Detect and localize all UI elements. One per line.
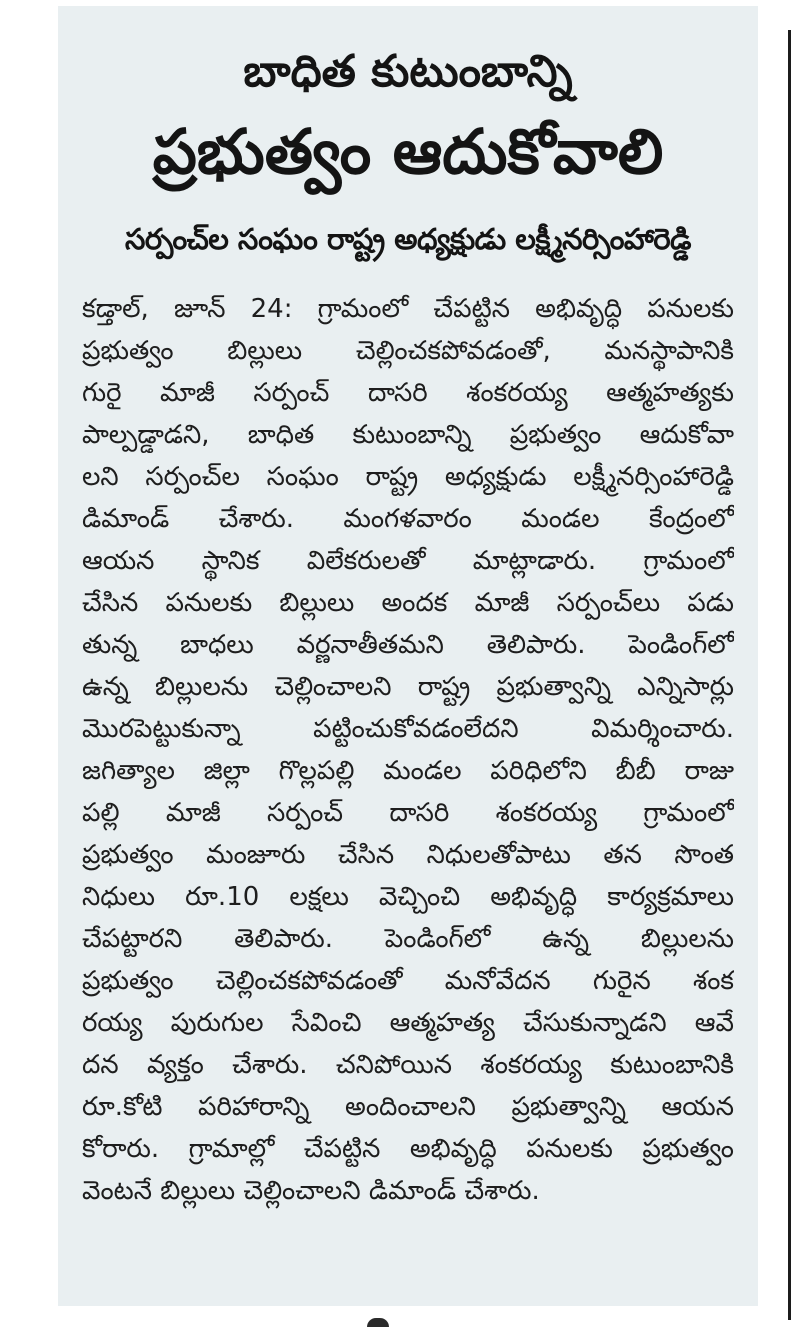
news-clipping <box>58 6 758 1306</box>
article-line: గురై మాజీ సర్పంచ్ దాసరి శంకరయ్య ఆత్మహత్యకు <box>82 378 734 408</box>
article-line: జగిత్యాల జిల్లా గొల్లపల్లి మండల పరిధిలోని బీబీ రాజు <box>82 756 734 786</box>
article-line: డిమాండ్ చేశారు. మంగళవారం మండల కేంద్రంలో <box>82 504 734 534</box>
article-line: తున్న బాధలు వర్ణనాతీతమని తెలిపారు. పెండింగ్‌లో <box>82 630 734 660</box>
article-line: చేపట్టారని తెలిపారు. పెండింగ్‌లో ఉన్న బిల్లులను <box>82 924 734 954</box>
article-line: ప్రభుత్వం మంజూరు చేసిన నిధులతోపాటు తన సొంత <box>82 840 734 870</box>
article-line: ప్రభుత్వం బిల్లులు చెల్లించకపోవడంతో, మనస్థాపానికి <box>82 336 734 366</box>
article-body <box>82 288 734 1212</box>
article-line: మొరపెట్టుకున్నా పట్టించుకోవడంలేదని విమర్శించారు. <box>82 714 734 744</box>
article-line: పల్లి మాజీ సర్పంచ్ దాసరి శంకరయ్య గ్రామంలో <box>82 798 734 828</box>
article-line: రయ్య పురుగుల సేవించి ఆత్మహత్య చేసుకున్నాడని ఆవే <box>82 1008 734 1038</box>
article-line: రూ.కోటి పరిహారాన్ని అందించాలని ప్రభుత్వాన్ని ఆయన <box>82 1092 734 1122</box>
article-line: పాల్పడ్డాడని, బాధిత కుటుంబాన్ని ప్రభుత్వం ఆదుకోవా <box>82 420 734 450</box>
article-line: లని సర్పంచ్‌ల సంఘం రాష్ట్ర అధ్యక్షుడు లక్ష్మీనర్సింహారెడ్డి <box>82 462 734 492</box>
article-line: వెంటనే బిల్లులు చెల్లించాలని డిమాండ్ చేశారు. <box>82 1176 540 1206</box>
headline-kicker: బాధిత కుటుంబాన్ని <box>243 46 573 97</box>
headline-subtitle: సర్పంచ్‌ల సంఘం రాష్ట్ర అధ్యక్షుడు లక్ష్మీనర్సింహారెడ్డి <box>124 222 692 256</box>
article-line: చేసిన పనులకు బిల్లులు అందక మాజీ సర్పంచ్‌లు పడు <box>82 588 734 618</box>
article-line: దన వ్యక్తం చేశారు. చనిపోయిన శంకరయ్య కుటుంబానికి <box>82 1050 734 1080</box>
page-edge-mark <box>367 1318 389 1327</box>
headline-title: ప్రభుత్వం ఆదుకోవాలి <box>152 115 664 188</box>
article-line: ప్రభుత్వం చెల్లించకపోవడంతో మనోవేదన గురైన శంక <box>82 966 734 996</box>
article-line: కడ్తాల్, జూన్ 24: గ్రామంలో చేపట్టిన అభివృద్ధి పనులకు <box>82 294 734 324</box>
column-divider <box>788 30 791 1320</box>
article-line: ఉన్న బిల్లులను చెల్లించాలని రాష్ట్ర ప్రభుత్వాన్ని ఎన్నిసార్లు <box>82 672 734 702</box>
article-line: ఆయన స్థానిక విలేకరులతో మాట్లాడారు. గ్రామంలో <box>82 546 734 576</box>
article-line: నిధులు రూ.10 లక్షలు వెచ్చించి అభివృద్ధి కార్యక్రమాలు <box>82 882 734 912</box>
article-line: కోరారు. గ్రామాల్లో చేపట్టిన అభివృద్ధి పనులకు ప్రభుత్వం <box>82 1134 734 1164</box>
